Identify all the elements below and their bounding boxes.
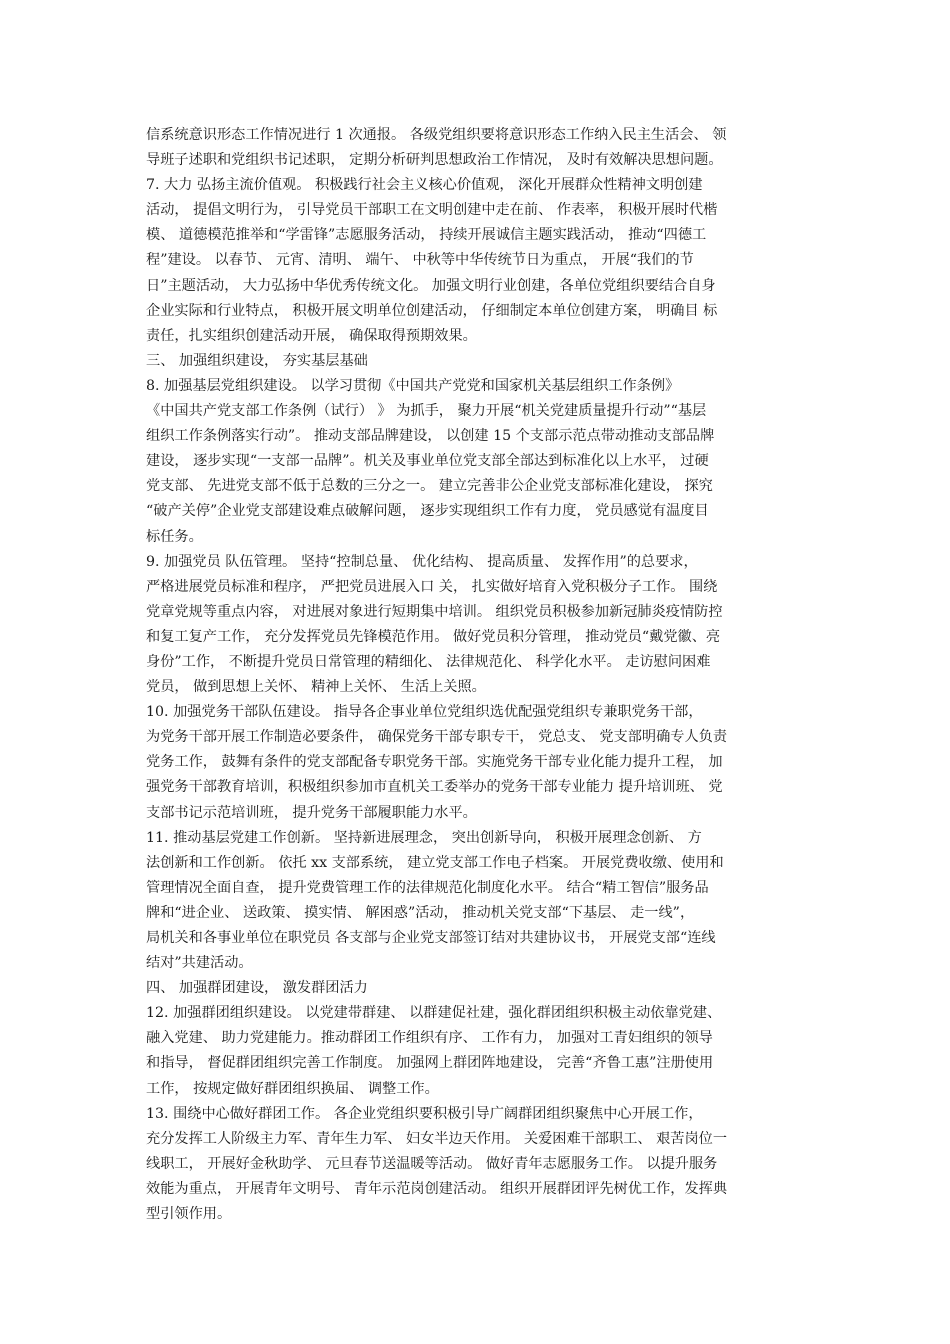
text-line: 责任，扎实组织创建活动开展， 确保取得预期效果。 — [146, 327, 477, 344]
text-line: 10. 加强党务干部队伍建设。 指导各企事业单位党组织选优配强党组织专兼职党务干部， — [146, 704, 703, 721]
text-line: 工作， 按规定做好群团组织换届、 调整工作。 — [146, 1080, 439, 1097]
text-line: 标任务。 — [146, 528, 203, 545]
text-line: 融入党建、 助力党建能力。推动群团工作组织有序、 工作有力， 加强对工青妇组织的领导 — [146, 1030, 713, 1047]
text-line: 8. 加强基层党组织建设。 以学习贯彻《中国共产党党和国家机关基层组织工作条例》 — [146, 377, 680, 394]
text-line: 严格进展党员标准和程序， 严把党员进展入口 关， 扎实做好培育入党积极分子工作。 围绕 — [146, 578, 718, 595]
text-line: 模、 道德模范推举和“学雷锋”志愿服务活动， 持续开展诚信主题实践活动， 推动“四德工 — [146, 227, 707, 244]
text-line: 充分发挥工人阶级主力军、青年生力军、 妇女半边天作用。 关爱困难干部职工、 艰苦岗位一 — [146, 1130, 728, 1147]
text-line: 牌和“进企业、 送政策、 摸实情、 解困惑”活动， 推动机关党支部“下基层、 走一线”， — [146, 904, 695, 921]
text-line: 9. 加强党员 队伍管理。 坚持“控制总量、 优化结构、 提高质量、 发挥作用”的总要求， — [146, 553, 698, 570]
text-line: 13. 围绕中心做好群团工作。 各企业党组织要积极引导广阔群团组织聚焦中心开展工作， — [146, 1105, 703, 1122]
text-line: 线职工， 开展好金秋助学、 元旦春节送温暖等活动。 做好青年志愿服务工作。 以提升服务 — [146, 1155, 718, 1172]
text-line: 导班子述职和党组织书记述职， 定期分析研判思想政治工作情况， 及时有效解决思想问题。 — [146, 152, 723, 169]
text-line: 支部书记示范培训班， 提升党务干部履职能力水平。 — [146, 804, 477, 821]
text-line: 党支部、 先进党支部不低于总数的三分之一。 建立完善非公企业党支部标准化建设， 探究 — [146, 478, 713, 495]
text-line: 强党务干部教育培训，积极组织参加市直机关工委举办的党务干部专业能力 提升培训班、 党 — [146, 779, 723, 796]
text-line: 结对”共建活动。 — [146, 955, 253, 972]
text-line: 12. 加强群团组织建设。 以党建带群建、 以群建促社建，强化群团组织积极主动依靠党建、 — [146, 1005, 722, 1022]
text-line: 11. 推动基层党建工作创新。 坚持新进展理念， 突出创新导向， 积极开展理念创新、 方 — [146, 829, 702, 846]
text-line: 局机关和各事业单位在职党员 各支部与企业党支部签订结对共建协议书， 开展党支部“连线 — [146, 930, 716, 946]
text-line: 组织工作条例落实行动”。 推动支部品牌建设， 以创建 15 个支部示范点带动推动支部品牌 — [146, 428, 715, 445]
text-line: 程”建设。 以春节、 元宵、清明、 端午、 中秋等中华传统节日为重点， 开展“我们的节 — [146, 252, 694, 269]
text-line: 党章党规等重点内容， 对进展对象进行短期集中培训。 组织党员积极参加新冠肺炎疫情防控 — [146, 603, 723, 620]
text-line: 企业实际和行业特点， 积极开展文明单位创建活动， 仔细制定本单位创建方案， 明确目 标 — [146, 302, 718, 319]
document-body — [146, 123, 810, 1227]
text-line: 7. 大力 弘扬主流价值观。 积极践行社会主义核心价值观， 深化开展群众性精神文明创建 — [146, 177, 703, 194]
text-line: 党员， 做到思想上关怀、 精神上关怀、 生活上关照。 — [146, 679, 486, 696]
text-line: 和复工复产工作， 充分发挥党员先锋模范作用。 做好党员积分管理， 推动党员“戴党徽、亮 — [146, 628, 721, 645]
text-line: “破产关停”企业党支部建设难点破解问题， 逐步实现组织工作有力度， 党员感觉有温度目 — [146, 503, 709, 520]
text-line: 建设， 逐步实现“一支部一品牌”。机关及事业单位党支部全部达到标准化以上水平， 过硬 — [146, 453, 709, 470]
text-line: 为党务干部开展工作制造必要条件， 确保党务干部专职专干， 党总支、 党支部明确专人负责 — [146, 729, 728, 746]
text-line: 效能为重点， 开展青年文明号、 青年示范岗创建活动。 组织开展群团评先树优工作，发挥典 — [146, 1180, 728, 1197]
text-line: 日”主题活动， 大力弘扬中华优秀传统文化。 加强文明行业创建，各单位党组织要结合自身 — [146, 277, 716, 294]
text-line: 法创新和工作创新。 依托 xx 支部系统， 建立党支部工作电子档案。 开展党费收缴、使用和 — [146, 854, 724, 871]
text-line: 信系统意识形态工作情况进行 1 次通报。 各级党组织要将意识形态工作纳入民主生活会、 领 — [146, 127, 727, 143]
text-line: 《中国共产党支部工作条例（试行） 》 为抓手， 聚力开展“机关党建质量提升行动”“基层 — [146, 403, 707, 420]
text-line: 型引领作用。 — [146, 1206, 232, 1223]
text-line: 和指导， 督促群团组织完善工作制度。 加强网上群团阵地建设， 完善“齐鲁工惠”注册使用 — [146, 1055, 714, 1072]
text-line: 管理情况全面自查， 提升党费管理工作的法律规范化制度化水平。 结合“精工智信”服务品 — [146, 879, 709, 896]
text-line: 身份”工作， 不断提升党员日常管理的精细化、 法律规范化、 科学化水平。 走访慰问困难 — [146, 653, 711, 670]
text-line: 活动， 提倡文明行为， 引导党员干部职工在文明创建中走在前、 作表率， 积极开展时代楷 — [146, 202, 718, 219]
text-line: 三、 加强组织建设， 夯实基层基础 — [146, 352, 368, 369]
text-line: 四、 加强群团建设， 激发群团活力 — [146, 980, 368, 997]
text-line: 党务工作， 鼓舞有条件的党支部配备专职党务干部。实施党务干部专业化能力提升工程， 加 — [146, 754, 723, 771]
